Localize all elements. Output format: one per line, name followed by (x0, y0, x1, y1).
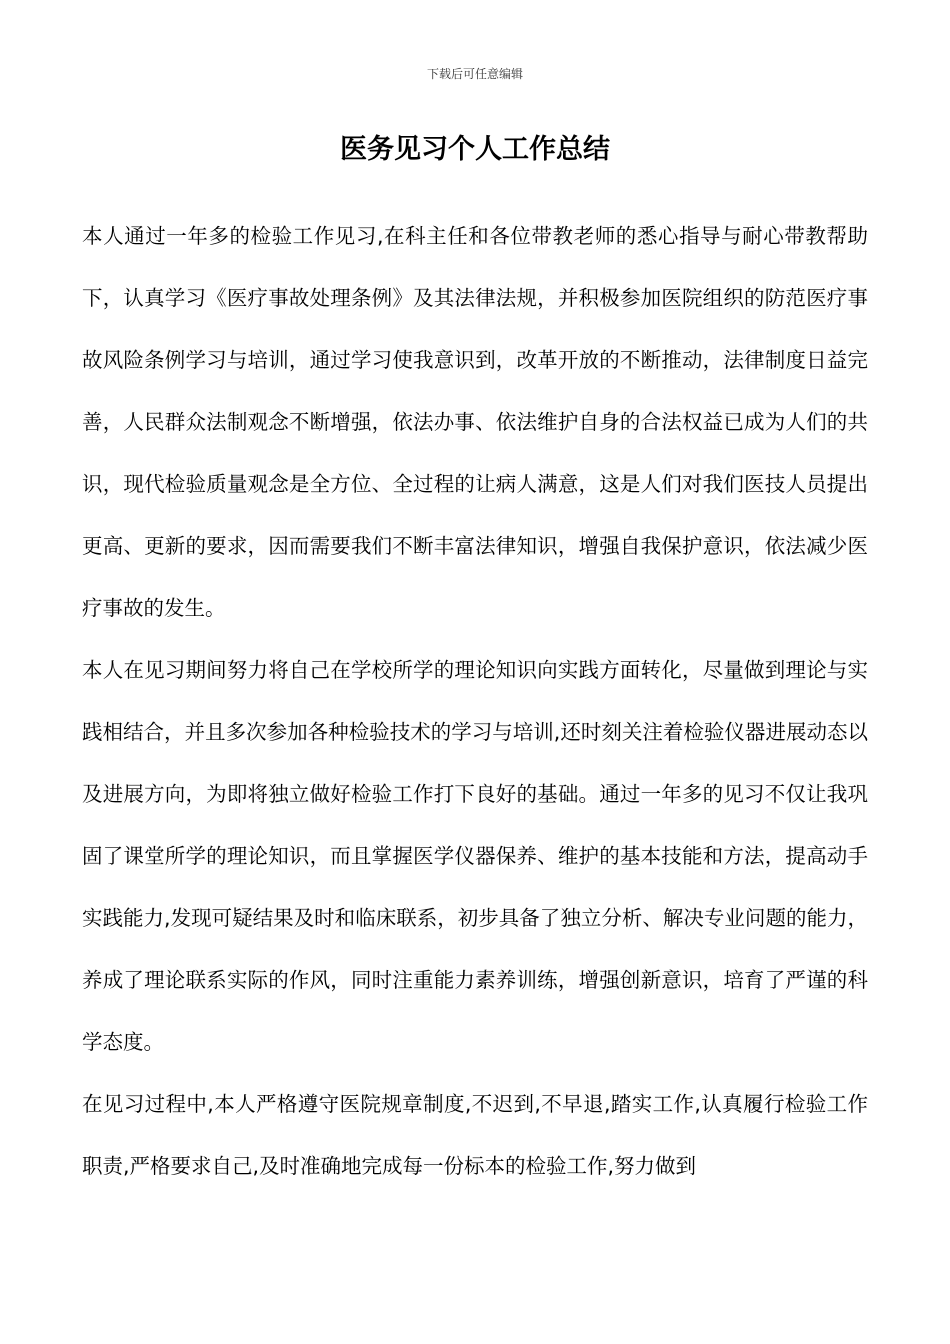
header-note: 下载后可任意编辑 (426, 67, 523, 81)
paragraph: 本人在见习期间努力将自己在学校所学的理论知识向实践方面转化，尽量做到理论与实践相结合，并且多次参加各种检验技术的学习与培训,还时刻关注着检验仪器进展动态以及进展方向，为即将独立做好检验工作打下良好的基础。通过一年多的见习不仅让我巩固了课堂所学的理论知识，而且掌握医学仪器保养、维护的基本技能和方法，提高动手实践能力,发现可疑结果及时和临床联系，初步具备了独立分析、解决专业问题的能力，养成了理论联系实际的作风，同时注重能力素养训练，增强创新意识，培育了严谨的科学态度。 (82, 658, 868, 1054)
document-body (82, 205, 868, 1197)
document-title: 医务见习个人工作总结 (340, 134, 610, 165)
paragraph: 在见习过程中,本人严格遵守医院规章制度,不迟到,不早退,踏实工作,认真履行检验工作职责,严格要求自己,及时准确地完成每一份标本的检验工作,努力做到 (82, 1092, 868, 1178)
paragraph: 本人通过一年多的检验工作见习,在科主任和各位带教老师的悉心指导与耐心带教帮助下，认真学习《医疗事故处理条例》及其法律法规，并积极参加医院组织的防范医疗事故风险条例学习与培训，通过学习使我意识到，改革开放的不断推动，法律制度日益完善，人民群众法制观念不断增强，依法办事、依法维护自身的合法权益已成为人们的共识，现代检验质量观念是全方位、全过程的让病人满意，这是人们对我们医技人员提出更高、更新的要求，因而需要我们不断丰富法律知识，增强自我保护意识，依法减少医疗事故的发生。 (82, 224, 868, 620)
